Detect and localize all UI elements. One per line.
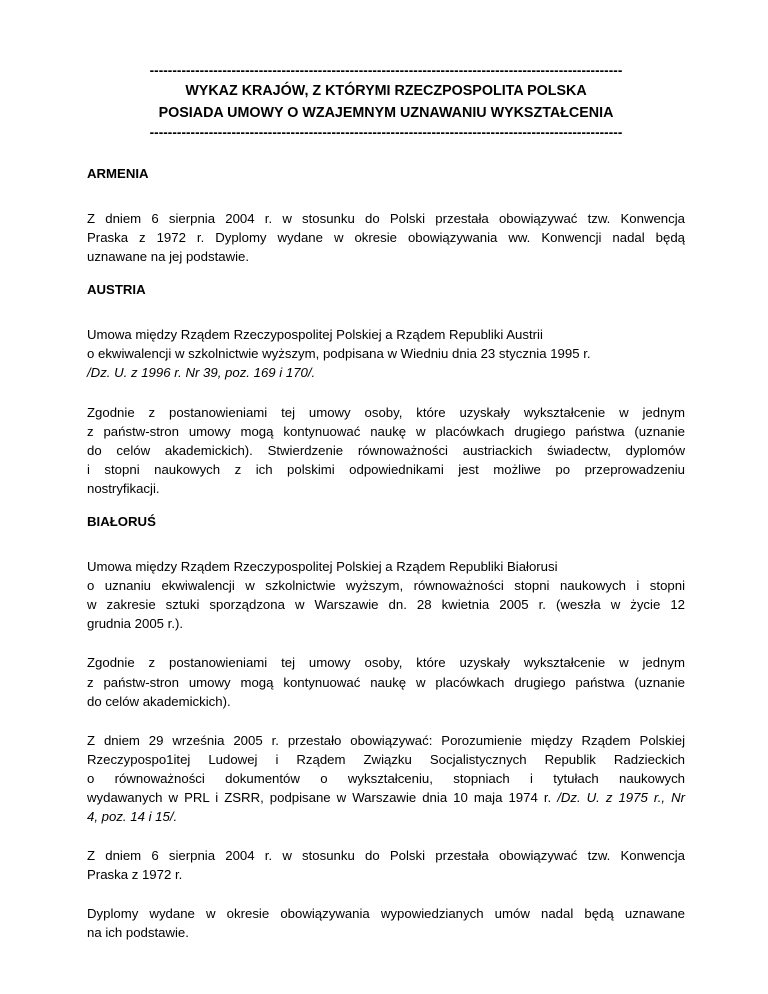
text-line: Z dniem 6 sierpnia 2004 r. w stosunku do Polski przestała obowiązywać tzw. Konwencja bbox=[87, 211, 685, 226]
text-line: grudnia 2005 r.). bbox=[87, 616, 184, 632]
text-line: Umowa między Rządem Rzeczypospolitej Polskiej a Rządem Republiki Austrii bbox=[87, 327, 543, 343]
text-line: i stopni naukowych z ich polskimi odpowiednikami jest możliwe po przeprowadzeniu bbox=[87, 461, 685, 477]
text-line: do celów akademickich). Stwierdzenie równoważności austriackich świadectw, dyplomów bbox=[87, 442, 685, 458]
bialorus-paragraph-4 bbox=[87, 846, 685, 884]
section-heading-bialorus: BIAŁORUŚ bbox=[87, 514, 156, 530]
text-line: Zgodnie z postanowieniami tej umowy osoby, które uzyskały wykształcenie w jednym bbox=[87, 655, 685, 671]
text-line: do celów akademickich). bbox=[87, 693, 231, 709]
legal-reference: 4, poz. 14 i 15/. bbox=[87, 809, 178, 825]
legal-reference: /Dz. U. z 1975 r., Nr bbox=[557, 789, 685, 805]
text-line: Rzeczypospo1itej Ludowej i Rządem Związku Socjalistycznych Republik Radzieckich bbox=[87, 751, 685, 767]
bialorus-paragraph-3 bbox=[87, 731, 685, 826]
bialorus-paragraph-1 bbox=[87, 557, 685, 633]
separator-bottom: -------------------------------------------------------------------------------------------------------- bbox=[149, 125, 623, 140]
title-line-2: POSIADA UMOWY O WZAJEMNYM UZNAWANIU WYKSZTAŁCENIA bbox=[158, 105, 614, 121]
text-line: Umowa między Rządem Rzeczypospolitej Polskiej a Rządem Republiki Białorusi bbox=[87, 559, 558, 575]
text-line: Dyplomy wydane w okresie obowiązywania wypowiedzianych umów nadal będą uznawane bbox=[87, 906, 685, 922]
text-line: Zgodnie z postanowieniami tej umowy osoby, które uzyskały wykształcenie w jednym bbox=[87, 404, 685, 420]
austria-paragraph-1 bbox=[87, 325, 685, 382]
text-line: Z dniem 29 września 2005 r. przestało obowiązywać: Porozumienie między Rządem Polskiej bbox=[87, 732, 685, 748]
text-line: w zakresie sztuki sporządzona w Warszawie dn. 28 kwietnia 2005 r. (weszła w życie 12 bbox=[87, 597, 685, 613]
page-title bbox=[87, 80, 685, 124]
document-page bbox=[87, 62, 685, 943]
section-heading-austria: AUSTRIA bbox=[87, 282, 146, 298]
text-line: Z dniem 6 sierpnia 2004 r. w stosunku do Polski przestała obowiązywać tzw. Konwencja bbox=[87, 848, 685, 864]
text-line: o ekwiwalencji w szkolnictwie wyższym, podpisana w Wiedniu dnia 23 stycznia 1995 r. bbox=[87, 346, 591, 362]
text-line: Praska z 1972 r. bbox=[87, 867, 183, 883]
austria-paragraph-2 bbox=[87, 403, 685, 498]
text-line: Praska z 1972 r. Dyplomy wydane w okresie obowiązywania ww. Konwencji nadal będą bbox=[87, 230, 685, 246]
text-fragment: wydawanych w PRL i ZSRR, podpisane w Warszawie dnia 10 maja 1974 r. bbox=[87, 789, 558, 805]
separator-top: -------------------------------------------------------------------------------------------------------- bbox=[149, 63, 623, 78]
armenia-paragraph-1 bbox=[87, 209, 685, 266]
text-line: o uznaniu ekwiwalencji w szkolnictwie wyższym, równoważności stopni naukowych i stopni bbox=[87, 578, 685, 594]
bialorus-paragraph-2 bbox=[87, 653, 685, 710]
text-line: z państw-stron umowy mogą kontynuować naukę w placówkach drugiego państwa (uznanie bbox=[87, 423, 685, 439]
text-line: uznawane na jej podstawie. bbox=[87, 249, 250, 265]
text-line bbox=[87, 788, 685, 807]
text-line: o równoważności dokumentów o wykształceniu, stopniach i tytułach naukowych bbox=[87, 770, 685, 786]
section-heading-armenia: ARMENIA bbox=[87, 166, 149, 181]
text-line: nostryfikacji. bbox=[87, 480, 160, 496]
bialorus-paragraph-5 bbox=[87, 904, 685, 942]
legal-reference: /Dz. U. z 1996 r. Nr 39, poz. 169 i 170/. bbox=[87, 365, 316, 381]
title-line-1: WYKAZ KRAJÓW, Z KTÓRYMI RZECZPOSPOLITA POLSKA bbox=[185, 83, 587, 99]
text-line: na ich podstawie. bbox=[87, 925, 189, 941]
text-line: z państw-stron umowy mogą kontynuować naukę w placówkach drugiego państwa (uznanie bbox=[87, 674, 685, 690]
